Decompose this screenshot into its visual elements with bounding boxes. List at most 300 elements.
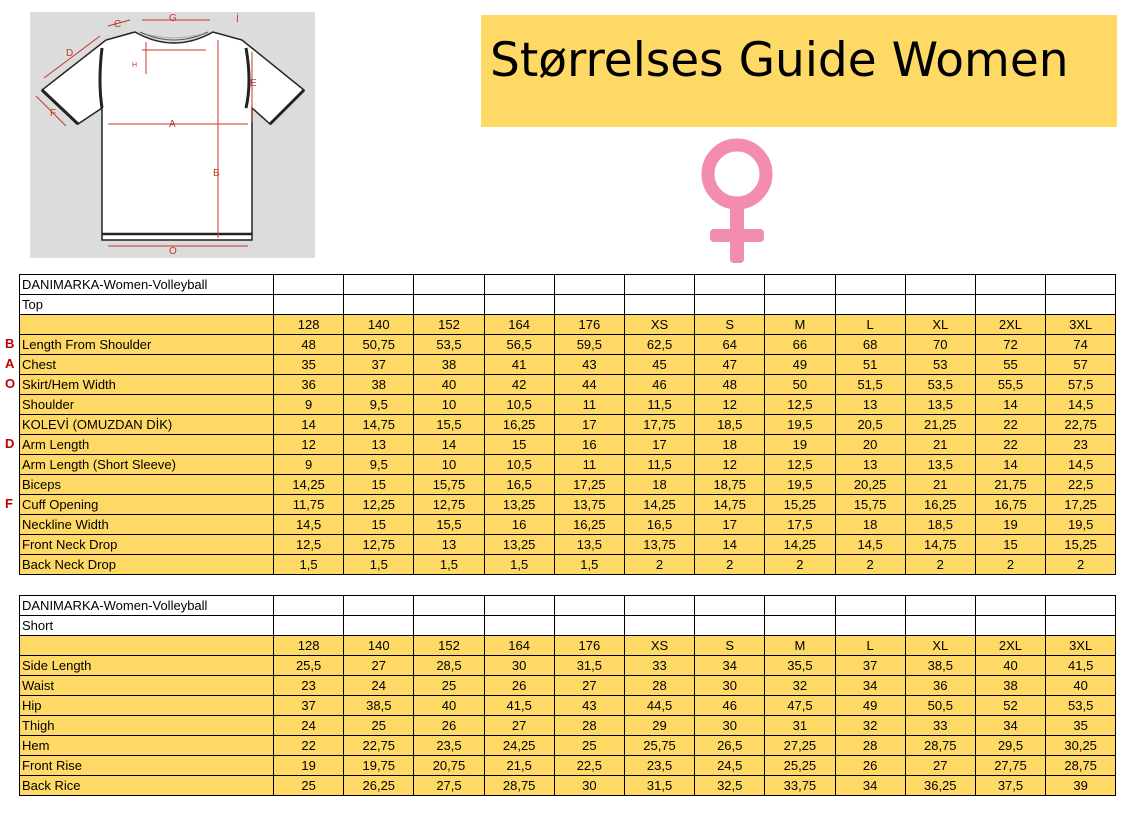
measurement-value: 12,5 <box>765 455 835 475</box>
measurement-value: 19,5 <box>1046 515 1116 535</box>
measurement-value: 14,5 <box>1046 455 1116 475</box>
empty-cell <box>414 275 484 295</box>
measurement-label: Hip <box>20 696 274 716</box>
measurement-value: 19 <box>274 756 344 776</box>
measurement-value: 14,75 <box>695 495 765 515</box>
size-header-row <box>20 315 1116 335</box>
size-header-cell: S <box>695 636 765 656</box>
measurement-value: 2 <box>624 555 694 575</box>
measurement-value: 20 <box>835 435 905 455</box>
empty-cell <box>484 275 554 295</box>
measurement-value: 14,25 <box>624 495 694 515</box>
label-d: D <box>66 48 74 59</box>
section-title: Short <box>20 616 274 636</box>
measurement-value: 30 <box>484 656 554 676</box>
empty-cell <box>274 275 344 295</box>
measurement-value: 23,5 <box>624 756 694 776</box>
tshirt-icon <box>30 12 315 258</box>
measurement-value: 18 <box>835 515 905 535</box>
table-row <box>20 696 1116 716</box>
measurement-value: 26 <box>414 716 484 736</box>
measurement-value: 12,75 <box>344 535 414 555</box>
measurement-value: 48 <box>695 375 765 395</box>
measurement-value: 55,5 <box>975 375 1045 395</box>
measurement-value: 46 <box>695 696 765 716</box>
measurement-value: 40 <box>975 656 1045 676</box>
measurement-value: 46 <box>624 375 694 395</box>
header-blank <box>20 636 274 656</box>
size-header-cell: 140 <box>344 636 414 656</box>
measurement-value: 59,5 <box>554 335 624 355</box>
measurement-value: 51,5 <box>835 375 905 395</box>
table-row <box>20 676 1116 696</box>
table-row <box>20 375 1116 395</box>
measurement-value: 72 <box>975 335 1045 355</box>
size-header-cell: 2XL <box>975 636 1045 656</box>
measurement-value: 53,5 <box>905 375 975 395</box>
empty-cell <box>414 295 484 315</box>
measurement-label: Back Rice <box>20 776 274 796</box>
empty-cell <box>835 295 905 315</box>
measurement-value: 13 <box>414 535 484 555</box>
measurement-value: 28 <box>835 736 905 756</box>
table-row <box>20 395 1116 415</box>
measurement-value: 20,75 <box>414 756 484 776</box>
measurement-value: 2 <box>905 555 975 575</box>
measurement-value: 15 <box>344 515 414 535</box>
label-c: C <box>114 19 122 30</box>
measurement-value: 33 <box>905 716 975 736</box>
measurement-value: 21 <box>905 475 975 495</box>
measurement-value: 25 <box>554 736 624 756</box>
measurement-label: Skirt/Hem Width <box>20 375 274 395</box>
table-row <box>20 415 1116 435</box>
empty-cell <box>695 596 765 616</box>
measurement-label: Side Length <box>20 656 274 676</box>
label-i: İ <box>236 14 239 25</box>
measurement-value: 41,5 <box>484 696 554 716</box>
label-a: A <box>169 119 176 130</box>
measurement-value: 30 <box>695 676 765 696</box>
measurement-label: Front Neck Drop <box>20 535 274 555</box>
measurement-value: 18,5 <box>695 415 765 435</box>
label-o: O <box>169 246 177 257</box>
empty-cell <box>765 295 835 315</box>
measurement-value: 19,5 <box>765 475 835 495</box>
measurement-value: 14 <box>975 455 1045 475</box>
measurement-value: 50,5 <box>905 696 975 716</box>
measurement-value: 28,75 <box>1046 756 1116 776</box>
empty-cell <box>484 295 554 315</box>
empty-cell <box>414 616 484 636</box>
measurement-value: 13,25 <box>484 495 554 515</box>
measurement-value: 16,25 <box>905 495 975 515</box>
size-header-cell: 176 <box>554 315 624 335</box>
measurement-value: 25,25 <box>765 756 835 776</box>
measurement-value: 40 <box>1046 676 1116 696</box>
measurement-value: 16,5 <box>624 515 694 535</box>
measurement-label: Neckline Width <box>20 515 274 535</box>
size-header-cell: L <box>835 636 905 656</box>
table-row <box>20 555 1116 575</box>
measurement-value: 25,5 <box>274 656 344 676</box>
measurement-value: 14,5 <box>1046 395 1116 415</box>
measurement-value: 38 <box>344 375 414 395</box>
measurement-value: 15,25 <box>1046 535 1116 555</box>
measurement-label: Arm Length (Short Sleeve) <box>20 455 274 475</box>
measurement-value: 18 <box>695 435 765 455</box>
measurement-value: 27 <box>554 676 624 696</box>
female-symbol-icon <box>696 137 778 267</box>
measurement-value: 40 <box>414 375 484 395</box>
measurement-value: 15 <box>344 475 414 495</box>
measurement-value: 17,25 <box>554 475 624 495</box>
measurement-value: 41 <box>484 355 554 375</box>
measurement-value: 66 <box>765 335 835 355</box>
measurement-value: 15,75 <box>414 475 484 495</box>
measurement-value: 13 <box>835 395 905 415</box>
measurement-value: 33,75 <box>765 776 835 796</box>
tshirt-outline <box>42 32 304 240</box>
measurement-value: 12,5 <box>274 535 344 555</box>
empty-cell <box>975 275 1045 295</box>
measurement-value: 9 <box>274 395 344 415</box>
measurement-value: 53,5 <box>414 335 484 355</box>
measurement-value: 37 <box>274 696 344 716</box>
measurement-value: 64 <box>695 335 765 355</box>
size-header-cell: 176 <box>554 636 624 656</box>
measurement-value: 28 <box>624 676 694 696</box>
measurement-label: Biceps <box>20 475 274 495</box>
measurement-value: 16,5 <box>484 475 554 495</box>
measurement-value: 34 <box>835 676 905 696</box>
measurement-value: 57 <box>1046 355 1116 375</box>
measurement-value: 36,25 <box>905 776 975 796</box>
measurement-value: 40 <box>414 696 484 716</box>
measurement-value: 15 <box>975 535 1045 555</box>
table-row <box>20 756 1116 776</box>
measurement-value: 17,75 <box>624 415 694 435</box>
short-size-table <box>19 595 1116 796</box>
measurement-value: 2 <box>1046 555 1116 575</box>
size-header-cell: XL <box>905 636 975 656</box>
measurement-value: 62,5 <box>624 335 694 355</box>
measurement-value: 22 <box>274 736 344 756</box>
measurement-value: 31,5 <box>554 656 624 676</box>
empty-cell <box>765 275 835 295</box>
size-header-cell: 3XL <box>1046 636 1116 656</box>
measurement-value: 12,5 <box>765 395 835 415</box>
measurement-value: 39 <box>1046 776 1116 796</box>
diagram-letter-marker: B <box>5 336 15 351</box>
measurement-label: Hem <box>20 736 274 756</box>
section-title: Top <box>20 295 274 315</box>
size-header-cell: 3XL <box>1046 315 1116 335</box>
measurement-value: 1,5 <box>414 555 484 575</box>
measurement-value: 13,5 <box>905 395 975 415</box>
measurement-value: 16,25 <box>484 415 554 435</box>
measurement-value: 1,5 <box>554 555 624 575</box>
table-row <box>20 716 1116 736</box>
measurement-label: Arm Length <box>20 435 274 455</box>
measurement-value: 11 <box>554 455 624 475</box>
measurement-value: 30,25 <box>1046 736 1116 756</box>
measurement-value: 19 <box>975 515 1045 535</box>
measurement-value: 23 <box>274 676 344 696</box>
empty-cell <box>274 596 344 616</box>
measurement-value: 29 <box>624 716 694 736</box>
measurement-value: 25 <box>344 716 414 736</box>
empty-cell <box>554 616 624 636</box>
measurement-value: 22 <box>975 435 1045 455</box>
empty-cell <box>624 275 694 295</box>
measurement-label: Waist <box>20 676 274 696</box>
measurement-value: 13,5 <box>905 455 975 475</box>
measurement-value: 28,75 <box>484 776 554 796</box>
measurement-value: 35 <box>1046 716 1116 736</box>
measurement-value: 52 <box>975 696 1045 716</box>
measurement-value: 50,75 <box>344 335 414 355</box>
measurement-value: 37 <box>344 355 414 375</box>
empty-cell <box>1046 275 1116 295</box>
measurement-value: 27 <box>484 716 554 736</box>
measurement-value: 51 <box>835 355 905 375</box>
measurement-value: 42 <box>484 375 554 395</box>
measurement-value: 44 <box>554 375 624 395</box>
empty-cell <box>975 596 1045 616</box>
measurement-value: 36 <box>905 676 975 696</box>
brand-title: DANIMARKA-Women-Volleyball <box>20 596 274 616</box>
measurement-value: 18 <box>624 475 694 495</box>
measurement-value: 47 <box>695 355 765 375</box>
measurement-value: 2 <box>695 555 765 575</box>
measurement-value: 2 <box>835 555 905 575</box>
measurement-label: KOLEVİ (OMUZDAN DİK) <box>20 415 274 435</box>
empty-cell <box>975 616 1045 636</box>
measurement-value: 38,5 <box>344 696 414 716</box>
measurement-value: 27,5 <box>414 776 484 796</box>
measurement-value: 19 <box>765 435 835 455</box>
measurement-value: 33 <box>624 656 694 676</box>
page-title: Størrelses Guide Women <box>490 33 1069 88</box>
diagram-letter-marker: D <box>5 436 15 451</box>
measurement-value: 22,75 <box>344 736 414 756</box>
size-header-cell: 2XL <box>975 315 1045 335</box>
measurement-value: 11,75 <box>274 495 344 515</box>
measurement-value: 25 <box>414 676 484 696</box>
empty-cell <box>554 295 624 315</box>
empty-cell <box>905 295 975 315</box>
measurement-value: 1,5 <box>484 555 554 575</box>
size-header-cell: XS <box>624 315 694 335</box>
measurement-value: 26 <box>484 676 554 696</box>
measurement-value: 17,5 <box>765 515 835 535</box>
measurement-value: 32,5 <box>695 776 765 796</box>
measurement-value: 13,75 <box>624 535 694 555</box>
measurement-value: 22,5 <box>1046 475 1116 495</box>
size-header-cell: XS <box>624 636 694 656</box>
measurement-value: 15,75 <box>835 495 905 515</box>
empty-cell <box>484 596 554 616</box>
measurement-value: 20,5 <box>835 415 905 435</box>
measurement-value: 21,75 <box>975 475 1045 495</box>
measurement-value: 43 <box>554 696 624 716</box>
measurement-value: 28,5 <box>414 656 484 676</box>
size-header-cell: 152 <box>414 636 484 656</box>
label-b: B <box>213 168 220 179</box>
empty-cell <box>905 275 975 295</box>
measurement-value: 35,5 <box>765 656 835 676</box>
measurement-value: 28,75 <box>905 736 975 756</box>
measurement-value: 57,5 <box>1046 375 1116 395</box>
measurement-value: 28 <box>554 716 624 736</box>
measurement-label: Thigh <box>20 716 274 736</box>
empty-cell <box>695 295 765 315</box>
measurement-value: 16,75 <box>975 495 1045 515</box>
measurement-label: Cuff Opening <box>20 495 274 515</box>
measurement-value: 2 <box>765 555 835 575</box>
measurement-value: 17 <box>695 515 765 535</box>
measurement-value: 30 <box>695 716 765 736</box>
table-row <box>20 455 1116 475</box>
measurement-value: 16,25 <box>554 515 624 535</box>
measurement-value: 38,5 <box>905 656 975 676</box>
measurement-value: 24,25 <box>484 736 554 756</box>
measurement-value: 1,5 <box>274 555 344 575</box>
measurement-value: 38 <box>414 355 484 375</box>
measurement-value: 14,5 <box>835 535 905 555</box>
measurement-value: 24 <box>274 716 344 736</box>
size-header-cell: L <box>835 315 905 335</box>
measurement-value: 19,5 <box>765 415 835 435</box>
measurement-value: 10,5 <box>484 455 554 475</box>
measurement-value: 19,75 <box>344 756 414 776</box>
measurement-value: 34 <box>695 656 765 676</box>
measurement-value: 68 <box>835 335 905 355</box>
size-header-cell: XL <box>905 315 975 335</box>
measurement-value: 49 <box>765 355 835 375</box>
empty-cell <box>835 275 905 295</box>
label-g: G <box>169 13 177 24</box>
empty-cell <box>484 616 554 636</box>
measurement-value: 14 <box>975 395 1045 415</box>
measurement-value: 9,5 <box>344 395 414 415</box>
measurement-value: 23 <box>1046 435 1116 455</box>
measurement-value: 12 <box>695 455 765 475</box>
size-header-cell: 152 <box>414 315 484 335</box>
empty-cell <box>835 596 905 616</box>
measurement-value: 49 <box>835 696 905 716</box>
title-banner <box>481 15 1117 127</box>
measurement-value: 30 <box>554 776 624 796</box>
diagram-letter-marker: F <box>5 496 13 511</box>
measurement-value: 32 <box>765 676 835 696</box>
size-header-row <box>20 636 1116 656</box>
measurement-value: 27,25 <box>765 736 835 756</box>
table-row <box>20 515 1116 535</box>
measurement-value: 26,25 <box>344 776 414 796</box>
measurement-label: Length From Shoulder <box>20 335 274 355</box>
measurement-value: 24 <box>344 676 414 696</box>
measurement-value: 45 <box>624 355 694 375</box>
label-f: F <box>50 108 57 119</box>
measurement-value: 10 <box>414 455 484 475</box>
measurement-value: 34 <box>975 716 1045 736</box>
measurement-value: 36 <box>274 375 344 395</box>
top-size-table <box>19 274 1116 575</box>
table-row <box>20 736 1116 756</box>
table-row <box>20 335 1116 355</box>
measurement-value: 25,75 <box>624 736 694 756</box>
brand-title: DANIMARKA-Women-Volleyball <box>20 275 274 295</box>
empty-cell <box>274 295 344 315</box>
measurement-value: 13,25 <box>484 535 554 555</box>
empty-cell <box>905 596 975 616</box>
measurement-value: 53 <box>905 355 975 375</box>
measurement-value: 41,5 <box>1046 656 1116 676</box>
size-header-cell: 164 <box>484 636 554 656</box>
table-row <box>20 535 1116 555</box>
measurement-value: 37,5 <box>975 776 1045 796</box>
measurement-value: 31 <box>765 716 835 736</box>
measurement-value: 14 <box>274 415 344 435</box>
empty-cell <box>765 596 835 616</box>
measurement-value: 22,75 <box>1046 415 1116 435</box>
empty-cell <box>905 616 975 636</box>
measurement-value: 11 <box>554 395 624 415</box>
measurement-value: 15,5 <box>414 415 484 435</box>
table-row <box>20 435 1116 455</box>
measurement-value: 50 <box>765 375 835 395</box>
table-row <box>20 776 1116 796</box>
empty-cell <box>975 295 1045 315</box>
empty-cell <box>554 596 624 616</box>
empty-cell <box>624 596 694 616</box>
label-h: H <box>132 62 138 69</box>
measurement-value: 14,75 <box>905 535 975 555</box>
measurement-label: Back Neck Drop <box>20 555 274 575</box>
measurement-value: 14,75 <box>344 415 414 435</box>
measurement-value: 15,25 <box>765 495 835 515</box>
measurement-value: 13 <box>344 435 414 455</box>
measurement-label: Chest <box>20 355 274 375</box>
measurement-value: 13,5 <box>554 535 624 555</box>
header-blank <box>20 315 274 335</box>
measurement-value: 55 <box>975 355 1045 375</box>
measurement-value: 31,5 <box>624 776 694 796</box>
measurement-value: 21 <box>905 435 975 455</box>
empty-cell <box>1046 616 1116 636</box>
measurement-value: 17,25 <box>1046 495 1116 515</box>
empty-cell <box>344 295 414 315</box>
diagram-letter-marker: A <box>5 356 15 371</box>
measurement-value: 38 <box>975 676 1045 696</box>
empty-cell <box>414 596 484 616</box>
empty-cell <box>1046 596 1116 616</box>
measurement-value: 14,25 <box>765 535 835 555</box>
measurement-value: 12,25 <box>344 495 414 515</box>
measurement-value: 70 <box>905 335 975 355</box>
measurement-value: 14 <box>695 535 765 555</box>
measurement-value: 11,5 <box>624 455 694 475</box>
measurement-value: 14,25 <box>274 475 344 495</box>
measurement-value: 15,5 <box>414 515 484 535</box>
measurement-value: 22,5 <box>554 756 624 776</box>
empty-cell <box>624 295 694 315</box>
measurement-value: 27,75 <box>975 756 1045 776</box>
size-header-cell: 128 <box>274 636 344 656</box>
empty-cell <box>765 616 835 636</box>
